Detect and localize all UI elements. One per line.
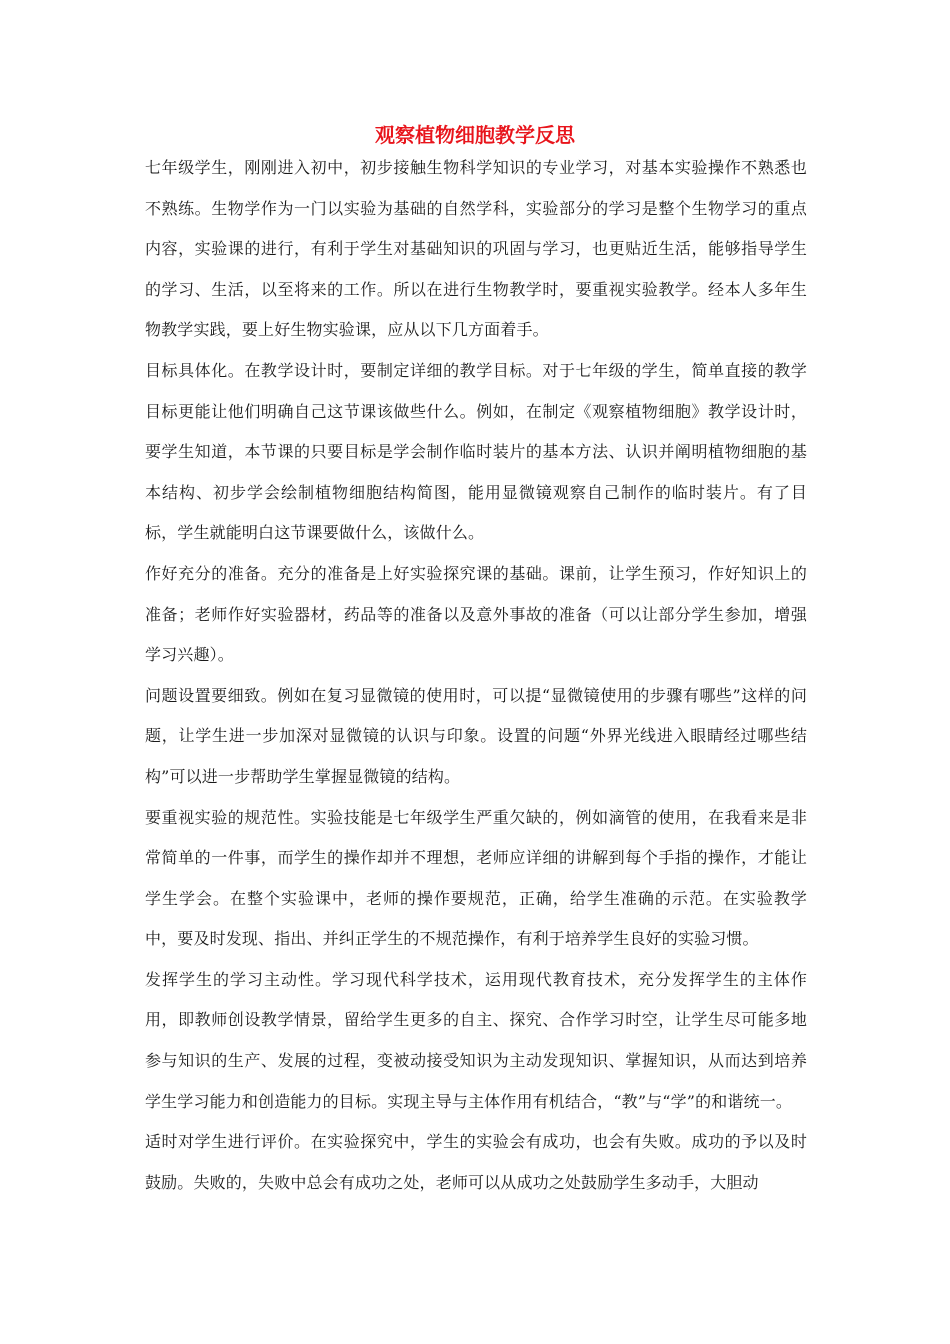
- paragraph-preparation: 作好充分的准备。充分的准备是上好实验探究课的基础。课前，让学生预习，作好知识上的准备；老师作好实验器材，药品等的准备以及意外事故的准备（可以让部分学生参加，增强学习兴趣）。: [145, 563, 807, 665]
- paragraph-intro: 七年级学生，刚刚进入初中，初步接触生物科学知识的专业学习，对基本实验操作不熟悉也不熟练。生物学作为一门以实验为基础的自然学科，实验部分的学习是整个生物学习的重点内容，实验课的进行，有利于学生对基础知识的巩固与学习，也更贴近生活，能够指导学生的学习、生活，以至将来的工作。所以在进行生物教学时，要重视实验教学。经本人多年生物教学实践，要上好生物实验课，应从以下几方面着手。: [145, 158, 807, 340]
- paragraph-evaluation: 适时对学生进行评价。在实验探究中，学生的实验会有成功，也会有失败。成功的予以及时鼓励。失败的，失败中总会有成功之处，老师可以从成功之处鼓励学生多动手，大胆动: [145, 1132, 807, 1192]
- paragraph-standardization: 要重视实验的规范性。实验技能是七年级学生严重欠缺的，例如滴管的使用，在我看来是非常简单的一件事，而学生的操作却并不理想，老师应详细的讲解到每个手指的操作，才能让学生学会。在整个实验课中，老师的操作要规范，正确，给学生准确的示范。在实验教学中，要及时发现、指出、并纠正学生的不规范操作，有利于培养学生良好的实验习惯。: [145, 807, 807, 949]
- paragraph-initiative: 发挥学生的学习主动性。学习现代科学技术，运用现代教育技术，充分发挥学生的主体作用，即教师创设教学情景，留给学生更多的自主、探究、合作学习时空，让学生尽可能多地参与知识的生产、发展的过程，变被动接受知识为主动发现知识、掌握知识，从而达到培养学生学习能力和创造能力的目标。实现主导与主体作用有机结合，“教”与“学”的和谐统一。: [145, 969, 807, 1111]
- document-body: [145, 148, 807, 1203]
- paragraph-goals: 目标具体化。在教学设计时，要制定详细的教学目标。对于七年级的学生，简单直接的教学目标更能让他们明确自己这节课该做些什么。例如，在制定《观察植物细胞》教学设计时，要学生知道，本节课的只要目标是学会制作临时装片的基本方法、认识并阐明植物细胞的基本结构、初步学会绘制植物细胞结构简图，能用显微镜观察自己制作的临时装片。有了目标，学生就能明白这节课要做什么，该做什么。: [145, 360, 807, 543]
- paragraph-questions: 问题设置要细致。例如在复习显微镜的使用时，可以提“显微镜使用的步骤有哪些”这样的问题，让学生进一步加深对显微镜的认识与印象。设置的问题“外界光线进入眼睛经过哪些结构”可以进一步帮助学生掌握显微镜的结构。: [145, 685, 807, 786]
- document-title: 观察植物细胞教学反思: [375, 123, 575, 147]
